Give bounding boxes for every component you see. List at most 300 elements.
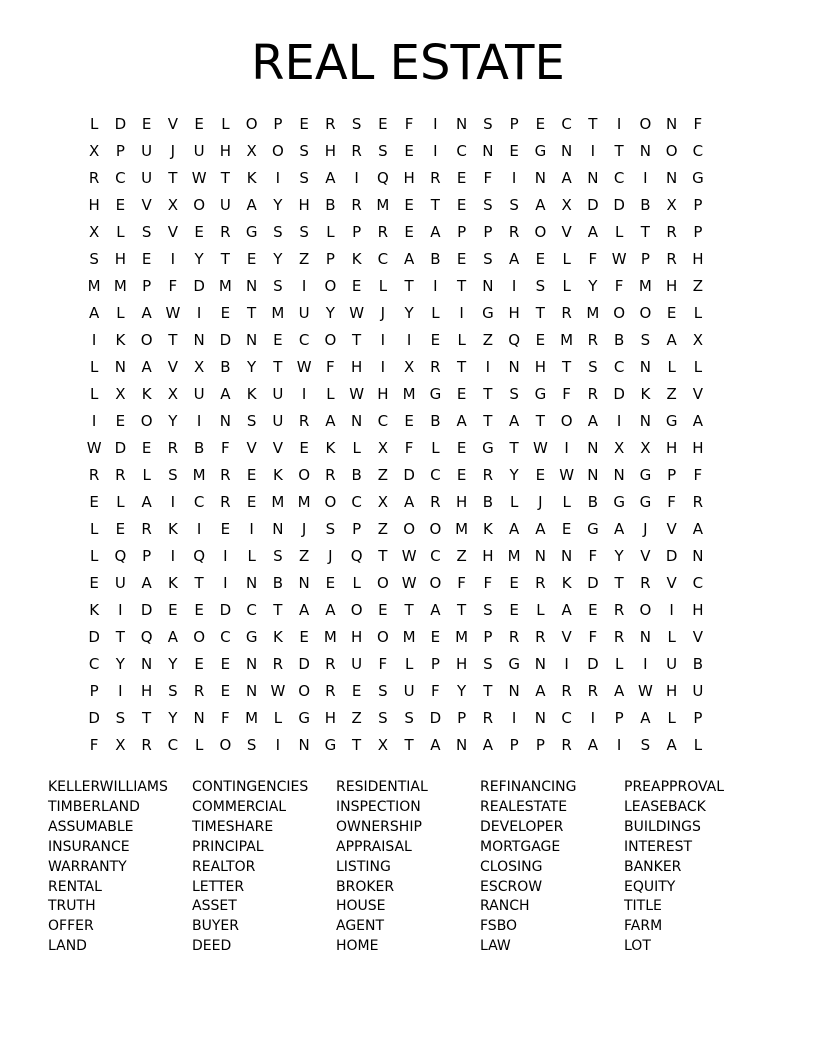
grid-letter: I	[433, 142, 438, 160]
grid-letter: G	[613, 493, 625, 511]
grid-letter: I	[616, 412, 622, 430]
grid-letter: U	[666, 655, 678, 673]
word-list-item: OFFER	[48, 918, 94, 935]
grid-letter: M	[638, 277, 652, 295]
grid-row	[81, 276, 737, 303]
grid-letter: L	[194, 736, 204, 754]
word-list-item: LISTING	[336, 858, 391, 875]
grid-letter: R	[561, 304, 572, 322]
word-list-item: LEASEBACK	[624, 798, 706, 815]
grid-letter: E	[456, 385, 467, 403]
grid-letter: I	[643, 169, 648, 187]
grid-letter: G	[665, 412, 678, 430]
word-list-item: LAW	[480, 938, 511, 955]
grid-letter: Z	[351, 709, 362, 727]
grid-letter: A	[141, 304, 152, 322]
grid-letter: X	[88, 142, 100, 160]
grid-letter: D	[219, 601, 232, 619]
grid-row	[81, 465, 737, 492]
grid-letter: I	[275, 169, 281, 187]
grid-letter: N	[246, 655, 258, 673]
grid-letter: O	[324, 331, 337, 349]
word-list-item: TRUTH	[48, 898, 96, 915]
grid-letter: P	[142, 547, 152, 565]
grid-letter: I	[616, 736, 622, 754]
grid-letter: L	[431, 304, 440, 322]
word-list-item: OWNERSHIP	[336, 818, 422, 835]
grid-letter: H	[377, 385, 389, 403]
grid-letter: L	[614, 655, 624, 673]
grid-letter: M	[245, 709, 259, 727]
grid-letter: A	[508, 520, 520, 538]
grid-letter: I	[511, 169, 517, 187]
grid-letter: I	[485, 358, 491, 376]
grid-letter: Y	[588, 277, 598, 295]
grid-letter: O	[665, 142, 678, 160]
grid-letter: R	[325, 115, 336, 133]
grid-letter: M	[113, 277, 127, 295]
grid-letter: F	[431, 682, 440, 700]
grid-letter: P	[352, 223, 362, 241]
grid-letter: I	[669, 601, 674, 619]
grid-letter: O	[560, 412, 573, 430]
word-list-item: HOME	[336, 938, 379, 955]
grid-letter: S	[299, 142, 309, 160]
grid-letter: A	[587, 736, 598, 754]
grid-letter: R	[220, 223, 231, 241]
grid-letter: S	[378, 709, 388, 727]
grid-letter: S	[378, 682, 388, 700]
grid-letter: N	[298, 574, 310, 592]
grid-letter: X	[692, 331, 704, 349]
grid-letter: R	[325, 682, 336, 700]
grid-letter: V	[141, 196, 152, 214]
grid-letter: F	[221, 709, 230, 727]
grid-letter: S	[325, 520, 336, 538]
grid-letter: X	[377, 736, 389, 754]
grid-letter: I	[511, 277, 517, 295]
grid-letter: B	[193, 439, 205, 457]
grid-letter: R	[666, 250, 677, 268]
grid-letter: I	[118, 601, 123, 619]
word-list-item: LOT	[624, 938, 651, 955]
grid-letter: N	[587, 439, 599, 457]
grid-letter: L	[89, 520, 99, 538]
grid-letter: L	[89, 358, 99, 376]
grid-letter: B	[640, 196, 651, 214]
grid-letter: W	[86, 439, 102, 457]
grid-letter: S	[273, 277, 283, 295]
grid-letter: E	[194, 655, 204, 673]
grid-letter: V	[561, 223, 572, 241]
grid-letter: X	[613, 439, 625, 457]
grid-letter: S	[509, 196, 519, 214]
grid-letter: F	[483, 574, 493, 592]
grid-letter: O	[193, 628, 206, 646]
grid-letter: O	[534, 223, 547, 241]
grid-letter: P	[457, 709, 467, 727]
grid-letter: E	[404, 142, 414, 160]
grid-letter: A	[508, 250, 520, 268]
grid-letter: X	[246, 142, 257, 160]
word-list-item: TITLE	[624, 898, 662, 915]
grid-letter: T	[535, 412, 545, 430]
grid-letter: P	[273, 115, 283, 133]
grid-letter: A	[613, 682, 625, 700]
grid-letter: P	[693, 223, 703, 241]
grid-letter: B	[325, 196, 336, 214]
grid-letter: E	[456, 196, 467, 214]
grid-letter: D	[613, 385, 625, 403]
grid-letter: E	[299, 628, 309, 646]
grid-letter: G	[692, 169, 704, 187]
word-search-grid	[81, 114, 737, 762]
grid-letter: Y	[247, 358, 257, 376]
grid-letter: V	[167, 223, 178, 241]
grid-letter: Z	[298, 250, 310, 268]
grid-letter: E	[535, 250, 546, 268]
grid-letter: K	[167, 520, 178, 538]
grid-letter: N	[193, 331, 205, 349]
grid-letter: N	[351, 412, 363, 430]
grid-letter: N	[534, 169, 546, 187]
grid-letter: R	[115, 466, 126, 484]
grid-letter: N	[456, 736, 468, 754]
grid-letter: Y	[168, 709, 178, 727]
grid-letter: K	[482, 520, 493, 538]
grid-letter: U	[141, 169, 153, 187]
grid-letter: C	[430, 547, 441, 565]
grid-letter: R	[561, 682, 572, 700]
grid-letter: I	[196, 412, 202, 430]
grid-letter: A	[325, 169, 336, 187]
grid-letter: E	[430, 331, 441, 349]
grid-letter: N	[666, 169, 678, 187]
grid-letter: I	[170, 547, 176, 565]
grid-letter: E	[194, 223, 204, 241]
grid-letter: R	[377, 223, 389, 241]
grid-letter: T	[588, 115, 598, 133]
grid-letter: U	[403, 682, 415, 700]
grid-letter: E	[404, 223, 414, 241]
grid-letter: E	[456, 466, 467, 484]
grid-letter: N	[272, 520, 284, 538]
grid-letter: H	[482, 547, 494, 565]
grid-letter: D	[88, 628, 100, 646]
grid-letter: F	[378, 655, 388, 673]
grid-letter: R	[88, 169, 100, 187]
grid-letter: C	[692, 574, 704, 592]
grid-letter: T	[535, 304, 545, 322]
grid-letter: Z	[482, 331, 494, 349]
grid-letter: S	[246, 736, 257, 754]
grid-letter: T	[430, 196, 440, 214]
grid-letter: R	[587, 682, 599, 700]
grid-letter: N	[666, 115, 678, 133]
grid-letter: B	[430, 412, 441, 430]
grid-letter: L	[693, 736, 703, 754]
grid-letter: S	[588, 358, 598, 376]
grid-letter: U	[114, 574, 126, 592]
grid-letter: K	[272, 466, 283, 484]
grid-letter: U	[193, 385, 205, 403]
grid-letter: A	[666, 331, 677, 349]
grid-letter: N	[587, 169, 599, 187]
word-list-item: CLOSING	[480, 858, 543, 875]
grid-letter: Y	[194, 250, 204, 268]
grid-letter: K	[89, 601, 100, 619]
grid-letter: L	[614, 223, 624, 241]
grid-letter: T	[614, 142, 624, 160]
grid-letter: S	[89, 250, 99, 268]
grid-letter: L	[116, 304, 125, 322]
grid-letter: L	[221, 115, 230, 133]
grid-letter: I	[275, 736, 281, 754]
grid-letter: O	[639, 304, 652, 322]
grid-letter: Q	[193, 547, 206, 565]
grid-letter: E	[351, 682, 362, 700]
grid-letter: O	[245, 115, 258, 133]
grid-letter: W	[270, 682, 286, 700]
grid-letter: A	[325, 601, 336, 619]
grid-letter: L	[431, 439, 440, 457]
grid-letter: B	[220, 358, 231, 376]
grid-letter: D	[403, 466, 415, 484]
grid-letter: I	[511, 709, 517, 727]
grid-letter: F	[404, 439, 414, 457]
grid-letter: D	[587, 655, 599, 673]
grid-letter: J	[380, 304, 386, 322]
grid-letter: L	[562, 250, 571, 268]
word-list-item: RENTAL	[48, 878, 102, 895]
grid-letter: M	[455, 628, 469, 646]
grid-letter: N	[482, 277, 494, 295]
grid-letter: X	[377, 493, 389, 511]
grid-letter: T	[457, 601, 467, 619]
grid-letter: O	[403, 520, 416, 538]
grid-letter: E	[115, 196, 126, 214]
grid-letter: A	[613, 520, 625, 538]
grid-letter: H	[140, 682, 153, 700]
grid-letter: G	[429, 385, 442, 403]
grid-letter: L	[562, 493, 571, 511]
grid-letter: M	[271, 493, 285, 511]
grid-row	[81, 600, 737, 627]
grid-letter: A	[587, 412, 598, 430]
grid-letter: I	[249, 520, 254, 538]
grid-row	[81, 249, 737, 276]
grid-letter: T	[352, 736, 362, 754]
grid-letter: P	[509, 736, 519, 754]
grid-letter: G	[298, 709, 310, 727]
grid-letter: E	[561, 520, 572, 538]
grid-letter: E	[325, 574, 336, 592]
grid-letter: N	[613, 466, 625, 484]
grid-letter: C	[167, 736, 179, 754]
grid-letter: E	[194, 115, 204, 133]
grid-letter: S	[483, 115, 493, 133]
word-list-item: DEVELOPER	[480, 818, 564, 835]
grid-letter: K	[561, 574, 572, 592]
grid-letter: E	[89, 493, 99, 511]
grid-letter: B	[272, 574, 284, 592]
grid-letter: O	[140, 412, 153, 430]
grid-letter: E	[141, 115, 152, 133]
grid-letter: H	[350, 358, 363, 376]
grid-letter: I	[433, 115, 438, 133]
grid-letter: P	[483, 223, 493, 241]
word-list-item: ASSET	[192, 898, 237, 915]
grid-letter: E	[509, 142, 519, 160]
grid-letter: C	[220, 628, 231, 646]
grid-row	[81, 546, 737, 573]
grid-letter: T	[614, 574, 624, 592]
grid-letter: R	[561, 736, 572, 754]
grid-letter: R	[587, 385, 599, 403]
grid-letter: L	[404, 655, 414, 673]
grid-letter: V	[692, 628, 703, 646]
grid-letter: S	[168, 466, 178, 484]
grid-letter: D	[140, 601, 153, 619]
grid-letter: W	[191, 169, 207, 187]
grid-letter: R	[640, 574, 651, 592]
grid-letter: L	[562, 277, 571, 295]
grid-letter: L	[89, 385, 99, 403]
grid-letter: D	[114, 115, 127, 133]
grid-letter: W	[401, 574, 417, 592]
grid-letter: T	[404, 277, 414, 295]
word-list-item: BANKER	[624, 858, 682, 875]
grid-letter: R	[692, 493, 704, 511]
grid-letter: H	[298, 196, 310, 214]
grid-letter: G	[534, 142, 547, 160]
grid-letter: N	[534, 547, 546, 565]
grid-letter: Q	[140, 628, 153, 646]
grid-letter: R	[535, 628, 546, 646]
grid-letter: S	[640, 736, 651, 754]
grid-letter: E	[299, 439, 309, 457]
grid-letter: C	[298, 331, 310, 349]
grid-letter: E	[194, 601, 204, 619]
grid-letter: K	[115, 331, 126, 349]
grid-letter: S	[115, 709, 126, 727]
grid-letter: T	[273, 358, 283, 376]
grid-letter: P	[509, 115, 519, 133]
grid-row	[81, 708, 737, 735]
grid-letter: H	[455, 493, 468, 511]
grid-letter: P	[457, 223, 467, 241]
grid-letter: W	[637, 682, 653, 700]
grid-letter: H	[692, 601, 704, 619]
grid-letter: T	[194, 574, 204, 592]
grid-letter: O	[350, 601, 363, 619]
grid-letter: R	[325, 655, 336, 673]
grid-row	[81, 519, 737, 546]
grid-letter: X	[88, 223, 100, 241]
grid-letter: A	[561, 169, 572, 187]
grid-letter: W	[559, 466, 575, 484]
grid-letter: Y	[168, 412, 178, 430]
grid-letter: M	[507, 547, 521, 565]
word-list-column	[480, 778, 624, 957]
word-list-item: INSPECTION	[336, 798, 421, 815]
grid-letter: S	[299, 223, 309, 241]
grid-letter: R	[325, 466, 336, 484]
grid-letter: P	[115, 142, 125, 160]
grid-letter: P	[430, 655, 440, 673]
grid-letter: X	[561, 196, 572, 214]
grid-letter: I	[196, 520, 202, 538]
grid-letter: L	[509, 493, 519, 511]
grid-letter: H	[665, 277, 678, 295]
grid-letter: E	[378, 601, 388, 619]
grid-letter: E	[404, 196, 414, 214]
grid-letter: E	[273, 331, 283, 349]
grid-letter: S	[378, 142, 388, 160]
grid-letter: E	[430, 628, 441, 646]
grid-letter: H	[324, 142, 337, 160]
grid-letter: N	[587, 466, 599, 484]
grid-letter: D	[219, 331, 232, 349]
grid-letter: X	[403, 358, 415, 376]
grid-letter: O	[298, 682, 311, 700]
grid-letter: Q	[350, 547, 363, 565]
grid-letter: O	[219, 736, 232, 754]
word-list-column	[192, 778, 336, 957]
grid-letter: N	[246, 277, 258, 295]
grid-letter: X	[115, 385, 126, 403]
grid-letter: O	[324, 493, 337, 511]
grid-letter: W	[165, 304, 181, 322]
grid-letter: I	[91, 331, 97, 349]
grid-letter: C	[377, 250, 389, 268]
grid-letter: I	[301, 385, 307, 403]
grid-letter: G	[639, 466, 652, 484]
grid-letter: Z	[377, 466, 389, 484]
grid-letter: N	[561, 547, 573, 565]
grid-letter: H	[692, 250, 704, 268]
grid-letter: T	[168, 331, 178, 349]
grid-letter: J	[538, 493, 543, 511]
grid-row	[81, 141, 737, 168]
grid-row	[81, 627, 737, 654]
grid-letter: N	[141, 655, 153, 673]
grid-letter: R	[535, 574, 546, 592]
grid-letter: R	[167, 439, 179, 457]
grid-letter: I	[170, 493, 176, 511]
grid-letter: A	[403, 493, 415, 511]
grid-letter: E	[456, 169, 467, 187]
grid-letter: C	[351, 493, 362, 511]
grid-letter: M	[560, 331, 574, 349]
grid-letter: A	[141, 358, 152, 376]
grid-letter: O	[429, 574, 442, 592]
grid-letter: E	[456, 250, 467, 268]
word-list-item: AGENT	[336, 918, 385, 935]
grid-letter: V	[692, 385, 703, 403]
grid-letter: D	[587, 574, 599, 592]
grid-letter: I	[406, 331, 412, 349]
grid-letter: F	[588, 628, 598, 646]
grid-letter: Y	[457, 682, 467, 700]
grid-letter: E	[141, 250, 152, 268]
grid-row	[81, 114, 737, 141]
grid-row	[81, 384, 737, 411]
grid-letter: R	[272, 655, 284, 673]
grid-letter: T	[142, 709, 152, 727]
grid-letter: S	[141, 223, 152, 241]
grid-letter: R	[220, 466, 231, 484]
